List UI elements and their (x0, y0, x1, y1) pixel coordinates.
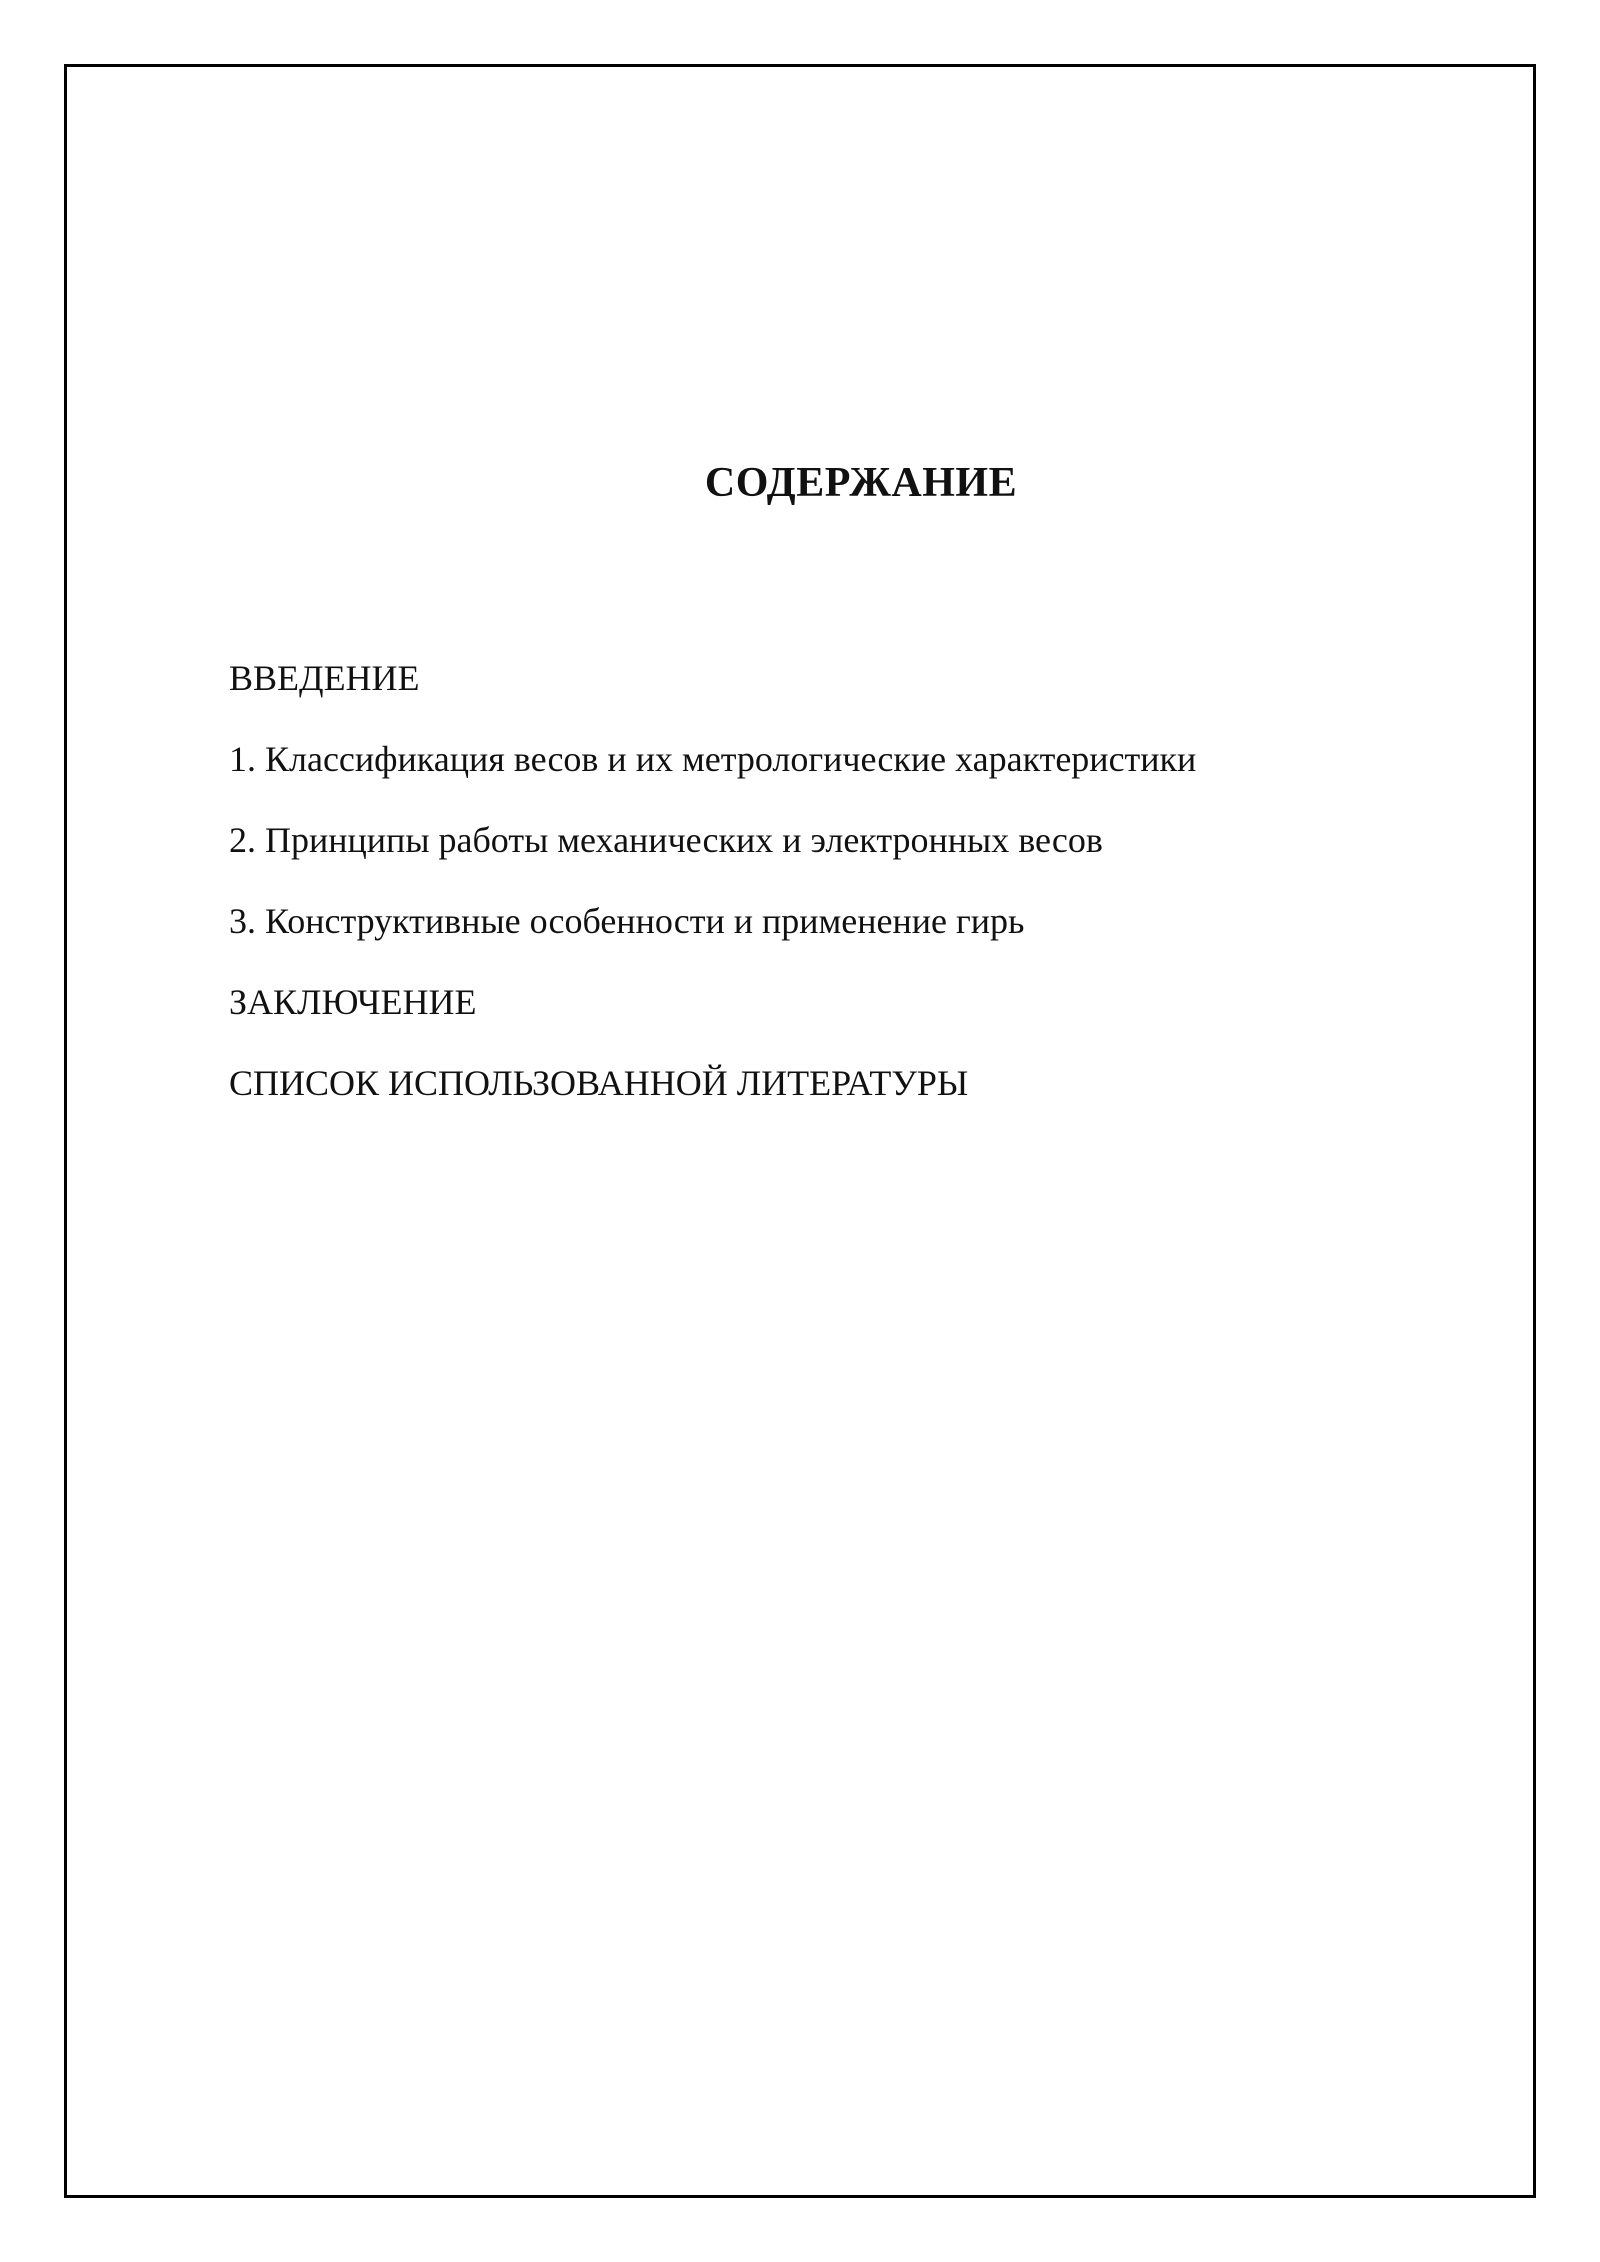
table-of-contents (229, 638, 1196, 1124)
toc-entry-chapter-2: 2. Принципы работы механических и электронных весов (229, 820, 1103, 860)
toc-entry-references: СПИСОК ИСПОЛЬЗОВАННОЙ ЛИТЕРАТУРЫ (229, 1063, 969, 1103)
toc-entry-introduction: ВВЕДЕНИЕ (229, 658, 420, 698)
toc-entry-chapter-3: 3. Конструктивные особенности и применение гирь (229, 901, 1025, 941)
toc-entry-chapter-1: 1. Классификация весов и их метрологические характеристики (229, 739, 1197, 779)
toc-entry-conclusion: ЗАКЛЮЧЕНИЕ (229, 982, 477, 1022)
page-title: СОДЕРЖАНИЕ (704, 460, 1018, 506)
page-border (64, 64, 1536, 2198)
